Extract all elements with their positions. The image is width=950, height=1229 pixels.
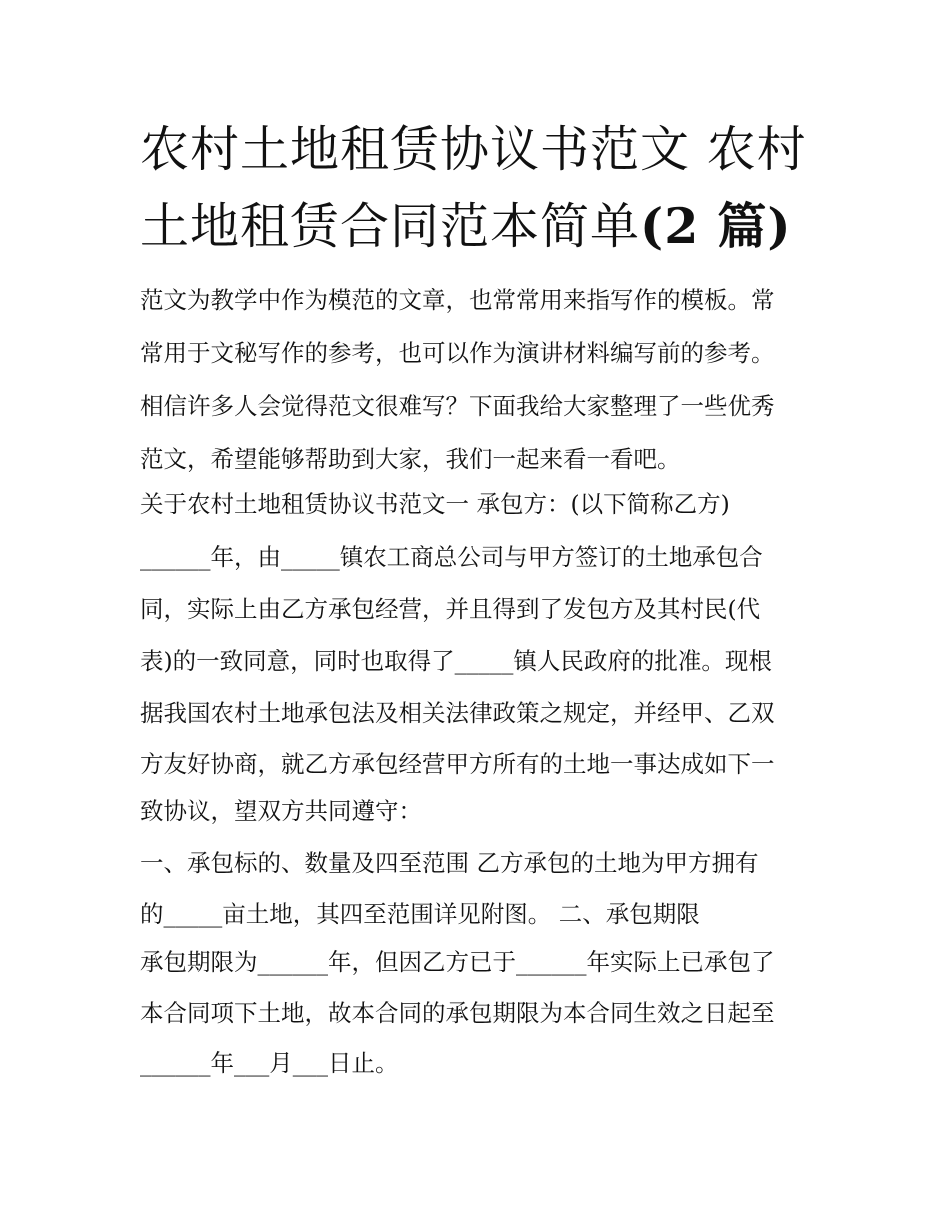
title-line-2-count: (2 篇) — [640, 197, 792, 255]
body-line: 同，实际上由乙方承包经营，并且得到了发包方及其村民(代 — [140, 595, 761, 623]
body-line: 本合同项下土地，故本合同的承包期限为本合同生效之日起至 — [140, 999, 775, 1027]
body-line: 方友好协商，就乙方承包经营甲方所有的土地一事达成如下一 — [140, 750, 775, 778]
body-line: ______年，由_____镇农工商总公司与甲方签订的土地承包合 — [140, 543, 763, 571]
body-line: 的_____亩土地，其四至范围详见附图。 二、承包期限 — [140, 900, 700, 928]
body-line: 相信许多人会觉得范文很难写？下面我给大家整理了一些优秀 — [140, 392, 775, 420]
body-line: 关于农村土地租赁协议书范文一 承包方：(以下简称乙方) — [140, 490, 730, 518]
body-line: 范文为教学中作为模范的文章，也常常用来指写作的模板。常 — [140, 286, 775, 314]
body-line: ______年___月___日止。 — [140, 1049, 399, 1077]
body-line: 一、承包标的、数量及四至范围 乙方承包的土地为甲方拥有 — [140, 849, 759, 877]
body-line: 据我国农村土地承包法及相关法律政策之规定，并经甲、乙双 — [140, 699, 775, 727]
body-line: 承包期限为______年，但因乙方已于______年实际上已承包了 — [140, 948, 775, 976]
body-line: 常用于文秘写作的参考，也可以作为演讲材料编写前的参考。 — [140, 339, 775, 367]
title-line-2 — [140, 188, 830, 265]
body-line: 范文，希望能够帮助到大家，我们一起来看一看吧。 — [140, 445, 681, 473]
body-line: 表)的一致同意，同时也取得了_____镇人民政府的批准。现根 — [140, 647, 772, 675]
title-line-1: 农村土地租赁协议书范文 农村 — [140, 121, 807, 178]
document-title — [140, 112, 830, 265]
body-line: 致协议，望双方共同遵守： — [140, 797, 422, 825]
title-line-2-text: 土地租赁合同范本简单 — [140, 198, 641, 255]
